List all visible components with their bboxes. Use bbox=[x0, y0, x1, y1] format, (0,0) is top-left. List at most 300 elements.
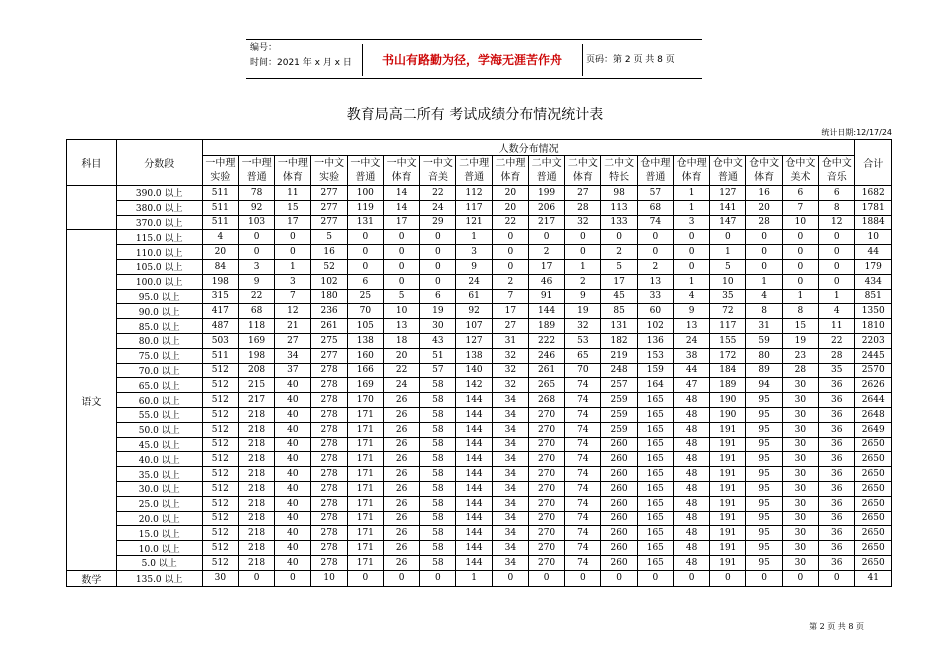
score-range-cell: 100.0 以上 bbox=[116, 274, 202, 289]
count-cell: 171 bbox=[347, 452, 383, 467]
count-cell: 12 bbox=[818, 215, 855, 230]
count-cell: 165 bbox=[637, 481, 673, 496]
count-cell: 95 bbox=[746, 541, 782, 556]
count-cell: 246 bbox=[528, 348, 564, 363]
class-column-header bbox=[601, 156, 637, 186]
count-cell: 1 bbox=[673, 200, 709, 215]
count-cell: 95 bbox=[746, 511, 782, 526]
score-range-cell: 380.0 以上 bbox=[116, 200, 202, 215]
count-cell: 17 bbox=[601, 274, 637, 289]
total-cell: 41 bbox=[855, 570, 892, 586]
count-cell: 278 bbox=[311, 363, 347, 378]
table-row bbox=[67, 319, 892, 334]
class-column-school: 仓中文 bbox=[785, 157, 816, 169]
count-cell: 511 bbox=[202, 200, 238, 215]
count-cell: 10 bbox=[311, 570, 347, 586]
count-cell: 40 bbox=[275, 511, 311, 526]
count-cell: 59 bbox=[746, 333, 782, 348]
count-cell: 165 bbox=[637, 467, 673, 482]
count-cell: 144 bbox=[456, 481, 492, 496]
count-cell: 32 bbox=[492, 363, 528, 378]
count-cell: 171 bbox=[347, 496, 383, 511]
count-cell: 261 bbox=[311, 319, 347, 334]
count-cell: 260 bbox=[601, 555, 637, 570]
count-cell: 36 bbox=[818, 481, 855, 496]
count-cell: 7 bbox=[275, 289, 311, 304]
count-cell: 30 bbox=[782, 541, 818, 556]
count-cell: 33 bbox=[637, 289, 673, 304]
stat-date: 统计日期:12/17/24 bbox=[821, 128, 892, 137]
count-cell: 30 bbox=[782, 437, 818, 452]
count-cell: 118 bbox=[238, 319, 274, 334]
count-cell: 191 bbox=[710, 422, 746, 437]
count-cell: 270 bbox=[528, 452, 564, 467]
count-cell: 171 bbox=[347, 541, 383, 556]
count-cell: 17 bbox=[275, 215, 311, 230]
total-cell: 851 bbox=[855, 289, 892, 304]
count-cell: 95 bbox=[746, 452, 782, 467]
count-cell: 117 bbox=[456, 200, 492, 215]
count-cell: 270 bbox=[528, 437, 564, 452]
count-cell: 144 bbox=[456, 526, 492, 541]
count-cell: 2 bbox=[492, 274, 528, 289]
count-cell: 218 bbox=[238, 526, 274, 541]
count-cell: 182 bbox=[601, 333, 637, 348]
document-header bbox=[246, 39, 702, 79]
count-cell: 26 bbox=[383, 422, 419, 437]
class-column-type: 普通 bbox=[536, 171, 557, 183]
table-row bbox=[67, 481, 892, 496]
count-cell: 198 bbox=[202, 274, 238, 289]
count-cell: 58 bbox=[420, 422, 456, 437]
count-cell: 260 bbox=[601, 496, 637, 511]
count-cell: 0 bbox=[492, 570, 528, 586]
count-cell: 487 bbox=[202, 319, 238, 334]
count-cell: 74 bbox=[637, 215, 673, 230]
count-cell: 107 bbox=[456, 319, 492, 334]
count-cell: 512 bbox=[202, 363, 238, 378]
count-cell: 0 bbox=[818, 274, 855, 289]
count-cell: 20 bbox=[746, 200, 782, 215]
count-cell: 133 bbox=[601, 215, 637, 230]
table-row bbox=[67, 526, 892, 541]
count-cell: 28 bbox=[818, 348, 855, 363]
count-cell: 2 bbox=[601, 245, 637, 260]
class-column-school: 仓中文 bbox=[712, 157, 743, 169]
count-cell: 144 bbox=[456, 407, 492, 422]
count-cell: 0 bbox=[673, 245, 709, 260]
count-cell: 34 bbox=[492, 541, 528, 556]
count-cell: 10 bbox=[710, 274, 746, 289]
count-cell: 165 bbox=[637, 422, 673, 437]
count-cell: 40 bbox=[275, 393, 311, 408]
count-cell: 95 bbox=[746, 555, 782, 570]
count-cell: 219 bbox=[601, 348, 637, 363]
count-cell: 8 bbox=[818, 200, 855, 215]
count-cell: 512 bbox=[202, 481, 238, 496]
count-cell: 22 bbox=[492, 215, 528, 230]
count-cell: 25 bbox=[347, 289, 383, 304]
count-cell: 0 bbox=[782, 230, 818, 245]
class-column-type: 实验 bbox=[210, 171, 231, 183]
score-range-cell: 115.0 以上 bbox=[116, 230, 202, 245]
score-range-cell: 390.0 以上 bbox=[116, 186, 202, 201]
count-cell: 9 bbox=[673, 304, 709, 319]
count-cell: 74 bbox=[565, 452, 601, 467]
total-cell: 10 bbox=[855, 230, 892, 245]
count-cell: 503 bbox=[202, 333, 238, 348]
class-column-type: 美术 bbox=[790, 171, 811, 183]
count-cell: 34 bbox=[492, 437, 528, 452]
count-cell: 511 bbox=[202, 186, 238, 201]
count-cell: 36 bbox=[818, 452, 855, 467]
count-cell: 191 bbox=[710, 437, 746, 452]
class-column-header bbox=[492, 156, 528, 186]
count-cell: 112 bbox=[456, 186, 492, 201]
count-cell: 278 bbox=[311, 422, 347, 437]
score-distribution-table bbox=[66, 139, 892, 587]
count-cell: 20 bbox=[202, 245, 238, 260]
count-cell: 6 bbox=[818, 186, 855, 201]
count-cell: 94 bbox=[746, 378, 782, 393]
class-column-header bbox=[311, 156, 347, 186]
count-cell: 0 bbox=[746, 570, 782, 586]
count-cell: 95 bbox=[746, 393, 782, 408]
count-cell: 0 bbox=[565, 245, 601, 260]
count-cell: 36 bbox=[818, 496, 855, 511]
table-row bbox=[67, 407, 892, 422]
count-cell: 512 bbox=[202, 496, 238, 511]
count-cell: 36 bbox=[818, 437, 855, 452]
table-row bbox=[67, 274, 892, 289]
count-cell: 117 bbox=[710, 319, 746, 334]
count-cell: 141 bbox=[710, 200, 746, 215]
count-cell: 169 bbox=[347, 378, 383, 393]
count-cell: 1 bbox=[275, 259, 311, 274]
count-cell: 270 bbox=[528, 555, 564, 570]
count-cell: 48 bbox=[673, 407, 709, 422]
count-cell: 9 bbox=[565, 289, 601, 304]
count-cell: 74 bbox=[565, 496, 601, 511]
count-cell: 277 bbox=[311, 215, 347, 230]
count-cell: 34 bbox=[492, 467, 528, 482]
count-cell: 217 bbox=[238, 393, 274, 408]
class-column-header bbox=[383, 156, 419, 186]
count-cell: 36 bbox=[818, 541, 855, 556]
score-range-cell: 90.0 以上 bbox=[116, 304, 202, 319]
count-cell: 58 bbox=[420, 393, 456, 408]
table-row bbox=[67, 333, 892, 348]
count-cell: 512 bbox=[202, 437, 238, 452]
count-cell: 26 bbox=[383, 437, 419, 452]
score-range-cell: 65.0 以上 bbox=[116, 378, 202, 393]
score-range-cell: 45.0 以上 bbox=[116, 437, 202, 452]
count-cell: 40 bbox=[275, 555, 311, 570]
total-cell: 2650 bbox=[855, 541, 892, 556]
count-cell: 0 bbox=[746, 245, 782, 260]
count-cell: 260 bbox=[601, 481, 637, 496]
class-column-school: 二中理 bbox=[495, 157, 526, 169]
count-cell: 40 bbox=[275, 437, 311, 452]
score-range-cell: 35.0 以上 bbox=[116, 467, 202, 482]
total-cell: 1884 bbox=[855, 215, 892, 230]
class-column-header bbox=[782, 156, 818, 186]
count-cell: 1 bbox=[456, 230, 492, 245]
count-cell: 14 bbox=[383, 186, 419, 201]
count-cell: 35 bbox=[818, 363, 855, 378]
count-cell: 144 bbox=[456, 393, 492, 408]
table-row bbox=[67, 467, 892, 482]
count-cell: 26 bbox=[383, 496, 419, 511]
count-cell: 208 bbox=[238, 363, 274, 378]
count-cell: 11 bbox=[275, 186, 311, 201]
count-cell: 30 bbox=[782, 422, 818, 437]
count-cell: 113 bbox=[601, 200, 637, 215]
count-cell: 171 bbox=[347, 467, 383, 482]
count-cell: 20 bbox=[492, 200, 528, 215]
table-row bbox=[67, 304, 892, 319]
class-column-header bbox=[565, 156, 601, 186]
count-cell: 95 bbox=[746, 467, 782, 482]
count-cell: 270 bbox=[528, 511, 564, 526]
count-cell: 138 bbox=[347, 333, 383, 348]
count-cell: 26 bbox=[383, 467, 419, 482]
count-cell: 95 bbox=[746, 496, 782, 511]
score-range-cell: 85.0 以上 bbox=[116, 319, 202, 334]
count-cell: 40 bbox=[275, 481, 311, 496]
count-cell: 68 bbox=[637, 200, 673, 215]
count-cell: 270 bbox=[528, 407, 564, 422]
count-cell: 80 bbox=[746, 348, 782, 363]
count-cell: 74 bbox=[565, 378, 601, 393]
count-cell: 48 bbox=[673, 422, 709, 437]
count-cell: 0 bbox=[383, 570, 419, 586]
serial-label: 编号： bbox=[250, 43, 278, 53]
count-cell: 0 bbox=[492, 259, 528, 274]
count-cell: 15 bbox=[782, 319, 818, 334]
total-cell: 2650 bbox=[855, 452, 892, 467]
count-cell: 43 bbox=[420, 333, 456, 348]
count-cell: 191 bbox=[710, 555, 746, 570]
score-range-header: 分数段 bbox=[116, 140, 202, 186]
count-cell: 40 bbox=[275, 526, 311, 541]
count-cell: 4 bbox=[202, 230, 238, 245]
count-cell: 189 bbox=[528, 319, 564, 334]
count-cell: 218 bbox=[238, 437, 274, 452]
count-cell: 1 bbox=[818, 289, 855, 304]
count-cell: 268 bbox=[528, 393, 564, 408]
count-cell: 34 bbox=[492, 511, 528, 526]
count-cell: 26 bbox=[383, 407, 419, 422]
class-column-type: 普通 bbox=[246, 171, 267, 183]
count-cell: 24 bbox=[673, 333, 709, 348]
count-cell: 236 bbox=[311, 304, 347, 319]
class-column-school: 仓中理 bbox=[640, 157, 671, 169]
count-cell: 171 bbox=[347, 422, 383, 437]
count-cell: 512 bbox=[202, 526, 238, 541]
count-cell: 0 bbox=[673, 230, 709, 245]
count-cell: 278 bbox=[311, 511, 347, 526]
class-column-type: 音乐 bbox=[826, 171, 847, 183]
count-cell: 172 bbox=[710, 348, 746, 363]
count-cell: 5 bbox=[601, 259, 637, 274]
count-cell: 184 bbox=[710, 363, 746, 378]
class-column-header bbox=[202, 156, 238, 186]
total-cell: 179 bbox=[855, 259, 892, 274]
count-cell: 74 bbox=[565, 555, 601, 570]
count-cell: 278 bbox=[311, 378, 347, 393]
count-cell: 48 bbox=[673, 393, 709, 408]
count-cell: 191 bbox=[710, 541, 746, 556]
count-cell: 74 bbox=[565, 511, 601, 526]
count-cell: 95 bbox=[746, 437, 782, 452]
count-cell: 218 bbox=[238, 467, 274, 482]
count-cell: 0 bbox=[673, 259, 709, 274]
count-cell: 166 bbox=[347, 363, 383, 378]
count-cell: 153 bbox=[637, 348, 673, 363]
count-cell: 13 bbox=[637, 274, 673, 289]
count-cell: 127 bbox=[710, 186, 746, 201]
count-cell: 511 bbox=[202, 215, 238, 230]
count-cell: 30 bbox=[782, 511, 818, 526]
count-cell: 278 bbox=[311, 481, 347, 496]
count-cell: 34 bbox=[492, 452, 528, 467]
count-cell: 28 bbox=[782, 363, 818, 378]
count-cell: 32 bbox=[492, 348, 528, 363]
count-cell: 74 bbox=[565, 481, 601, 496]
count-cell: 2 bbox=[637, 259, 673, 274]
count-cell: 84 bbox=[202, 259, 238, 274]
count-cell: 40 bbox=[275, 467, 311, 482]
count-cell: 19 bbox=[565, 304, 601, 319]
count-cell: 218 bbox=[238, 496, 274, 511]
count-cell: 144 bbox=[456, 555, 492, 570]
class-column-type: 普通 bbox=[717, 171, 738, 183]
count-cell: 270 bbox=[528, 422, 564, 437]
count-cell: 277 bbox=[311, 348, 347, 363]
count-cell: 6 bbox=[347, 274, 383, 289]
count-cell: 218 bbox=[238, 541, 274, 556]
count-cell: 0 bbox=[782, 245, 818, 260]
score-range-cell: 20.0 以上 bbox=[116, 511, 202, 526]
count-cell: 278 bbox=[311, 437, 347, 452]
count-cell: 34 bbox=[492, 496, 528, 511]
table-row bbox=[67, 230, 892, 245]
count-cell: 218 bbox=[238, 481, 274, 496]
count-cell: 155 bbox=[710, 333, 746, 348]
count-cell: 92 bbox=[238, 200, 274, 215]
count-cell: 30 bbox=[782, 393, 818, 408]
class-column-type: 实验 bbox=[319, 171, 340, 183]
count-cell: 20 bbox=[383, 348, 419, 363]
count-cell: 0 bbox=[420, 259, 456, 274]
count-cell: 277 bbox=[311, 186, 347, 201]
class-column-header bbox=[710, 156, 746, 186]
score-range-cell: 70.0 以上 bbox=[116, 363, 202, 378]
count-cell: 58 bbox=[420, 437, 456, 452]
count-cell: 144 bbox=[456, 541, 492, 556]
table-row bbox=[67, 393, 892, 408]
count-cell: 58 bbox=[420, 541, 456, 556]
count-cell: 14 bbox=[383, 200, 419, 215]
total-cell: 2650 bbox=[855, 526, 892, 541]
class-column-school: 二中文 bbox=[567, 157, 598, 169]
total-cell: 434 bbox=[855, 274, 892, 289]
count-cell: 74 bbox=[565, 526, 601, 541]
count-cell: 70 bbox=[347, 304, 383, 319]
count-cell: 17 bbox=[528, 259, 564, 274]
score-range-cell: 105.0 以上 bbox=[116, 259, 202, 274]
count-cell: 119 bbox=[347, 200, 383, 215]
count-cell: 24 bbox=[420, 200, 456, 215]
count-cell: 30 bbox=[782, 467, 818, 482]
class-column-header bbox=[637, 156, 673, 186]
count-cell: 248 bbox=[601, 363, 637, 378]
table-row bbox=[67, 437, 892, 452]
count-cell: 23 bbox=[782, 348, 818, 363]
count-cell: 37 bbox=[275, 363, 311, 378]
count-cell: 278 bbox=[311, 452, 347, 467]
count-cell: 48 bbox=[673, 511, 709, 526]
count-cell: 259 bbox=[601, 407, 637, 422]
table-row bbox=[67, 496, 892, 511]
score-range-cell: 110.0 以上 bbox=[116, 245, 202, 260]
count-cell: 165 bbox=[637, 452, 673, 467]
count-cell: 40 bbox=[275, 407, 311, 422]
count-cell: 1 bbox=[456, 570, 492, 586]
count-cell: 0 bbox=[710, 570, 746, 586]
count-cell: 218 bbox=[238, 452, 274, 467]
count-cell: 4 bbox=[746, 289, 782, 304]
count-cell: 170 bbox=[347, 393, 383, 408]
count-cell: 165 bbox=[637, 496, 673, 511]
total-cell: 1781 bbox=[855, 200, 892, 215]
count-cell: 24 bbox=[456, 274, 492, 289]
count-cell: 140 bbox=[456, 363, 492, 378]
table-row bbox=[67, 289, 892, 304]
count-cell: 58 bbox=[420, 407, 456, 422]
count-cell: 95 bbox=[746, 526, 782, 541]
count-cell: 11 bbox=[818, 319, 855, 334]
count-cell: 19 bbox=[782, 333, 818, 348]
count-cell: 0 bbox=[673, 570, 709, 586]
count-cell: 260 bbox=[601, 467, 637, 482]
count-cell: 58 bbox=[420, 511, 456, 526]
count-cell: 5 bbox=[311, 230, 347, 245]
score-range-cell: 5.0 以上 bbox=[116, 555, 202, 570]
count-cell: 30 bbox=[782, 378, 818, 393]
count-cell: 22 bbox=[420, 186, 456, 201]
count-cell: 16 bbox=[311, 245, 347, 260]
count-cell: 171 bbox=[347, 481, 383, 496]
count-cell: 58 bbox=[420, 555, 456, 570]
count-cell: 1 bbox=[673, 274, 709, 289]
table-row bbox=[67, 570, 892, 586]
count-cell: 257 bbox=[601, 378, 637, 393]
count-cell: 1 bbox=[710, 245, 746, 260]
count-cell: 7 bbox=[492, 289, 528, 304]
count-cell: 40 bbox=[275, 422, 311, 437]
count-cell: 40 bbox=[275, 541, 311, 556]
score-range-cell: 135.0 以上 bbox=[116, 570, 202, 586]
total-cell: 2648 bbox=[855, 407, 892, 422]
table-row bbox=[67, 422, 892, 437]
count-cell: 36 bbox=[818, 511, 855, 526]
count-cell: 0 bbox=[275, 245, 311, 260]
count-cell: 278 bbox=[311, 555, 347, 570]
count-cell: 27 bbox=[565, 186, 601, 201]
count-cell: 0 bbox=[347, 230, 383, 245]
